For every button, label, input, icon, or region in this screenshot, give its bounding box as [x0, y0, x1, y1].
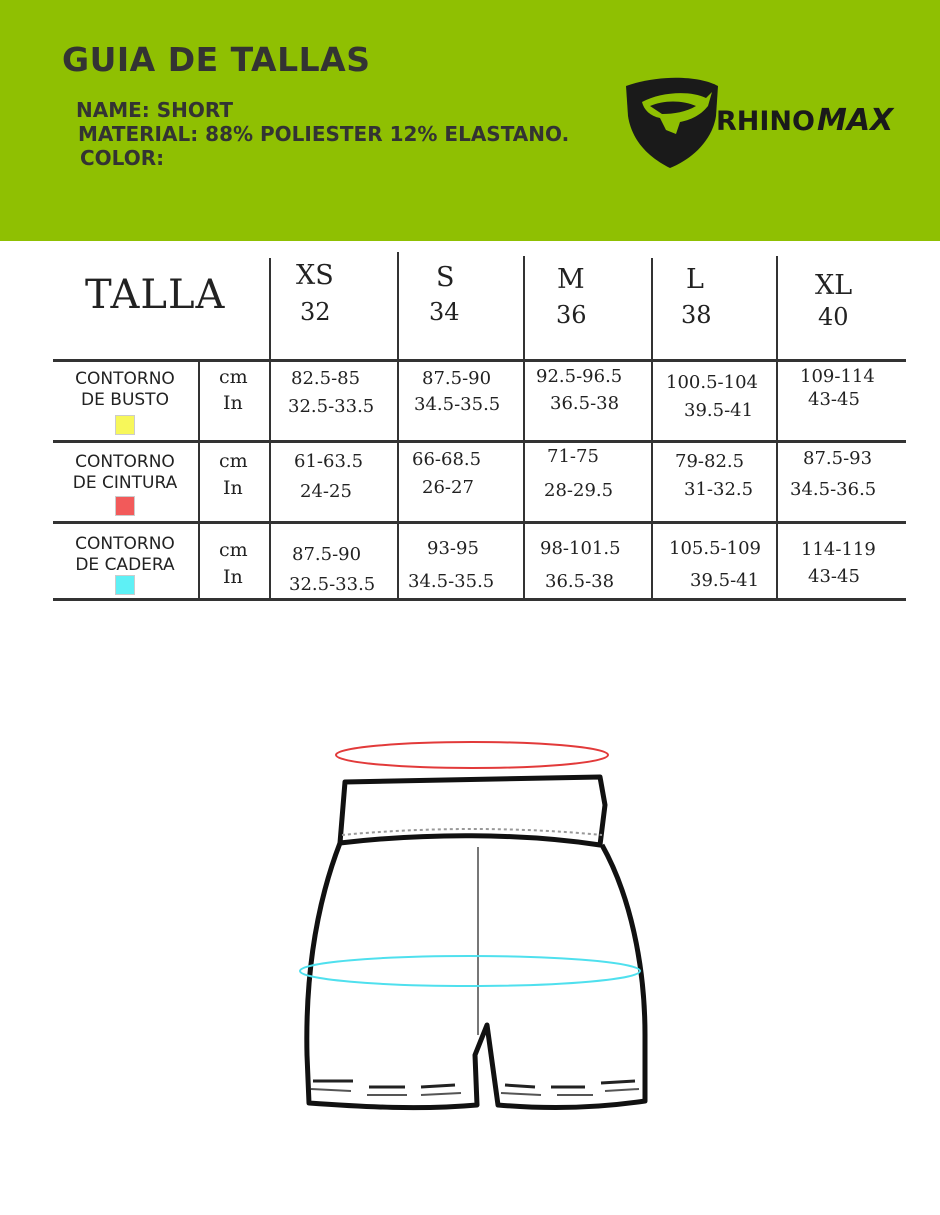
size-code-m: M	[557, 264, 585, 295]
row-label-busto: CONTORNO DE BUSTO	[75, 369, 175, 410]
table-rule	[53, 440, 906, 443]
cadera-cm-xs: 87.5-90	[292, 544, 362, 565]
size-num-s: 34	[429, 298, 460, 326]
rhinomax-logo	[620, 72, 910, 172]
cintura-cm-xs: 61-63.5	[294, 451, 364, 472]
cintura-in-xl: 34.5-36.5	[790, 479, 877, 500]
cadera-color-swatch	[115, 575, 135, 595]
unit-in: In	[223, 392, 243, 414]
material-line: MATERIAL: 88% POLIESTER 12% ELASTANO.	[78, 122, 570, 146]
busto-cm-s: 87.5-90	[422, 368, 492, 389]
unit-cm: cm	[219, 450, 248, 472]
busto-in-xl: 43-45	[808, 389, 860, 410]
talla-header: TALLA	[85, 272, 226, 318]
cintura-in-xs: 24-25	[300, 481, 352, 502]
unit-in: In	[223, 477, 243, 499]
cintura-cm-xl: 87.5-93	[803, 448, 873, 469]
cadera-in-m: 36.5-38	[545, 571, 615, 592]
size-num-l: 38	[681, 301, 712, 329]
size-code-xs: XS	[296, 260, 334, 291]
size-num-xl: 40	[818, 303, 849, 331]
size-code-xl: XL	[815, 270, 853, 301]
cadera-cm-s: 93-95	[427, 538, 479, 559]
cadera-cm-l: 105.5-109	[669, 538, 761, 559]
table-divider	[198, 361, 200, 600]
table-divider	[397, 252, 399, 600]
cintura-in-l: 31-32.5	[684, 479, 754, 500]
cadera-in-xs: 32.5-33.5	[289, 574, 376, 595]
size-code-s: S	[436, 262, 455, 293]
cadera-in-xl: 43-45	[808, 566, 860, 587]
busto-in-l: 39.5-41	[684, 400, 754, 421]
name-line: NAME: SHORT	[76, 98, 234, 122]
busto-cm-l: 100.5-104	[666, 372, 758, 393]
unit-cm: cm	[219, 366, 248, 388]
page-title: GUIA DE TALLAS	[62, 40, 371, 79]
busto-cm-m: 92.5-96.5	[536, 366, 623, 387]
logo-text-max: MAX	[817, 103, 894, 138]
busto-in-s: 34.5-35.5	[414, 394, 501, 415]
cintura-cm-l: 79-82.5	[675, 451, 745, 472]
cintura-in-m: 28-29.5	[544, 480, 614, 501]
cadera-in-l: 39.5-41	[690, 570, 760, 591]
logo-text-rhino: RHINO	[716, 106, 815, 137]
row-label-cintura: CONTORNO DE CINTURA	[72, 452, 178, 493]
table-rule	[53, 598, 906, 601]
cintura-cm-s: 66-68.5	[412, 449, 482, 470]
table-divider	[523, 256, 525, 600]
busto-in-m: 36.5-38	[550, 393, 620, 414]
unit-cm: cm	[219, 539, 248, 561]
cadera-in-s: 34.5-35.5	[408, 571, 495, 592]
table-divider	[651, 258, 653, 600]
cadera-cm-m: 98-101.5	[540, 538, 621, 559]
size-num-m: 36	[556, 301, 587, 329]
table-divider	[269, 258, 271, 600]
busto-color-swatch	[115, 415, 135, 435]
table-rule	[53, 521, 906, 524]
shorts-diagram-icon	[295, 735, 655, 1155]
header-banner	[0, 0, 940, 241]
busto-cm-xl: 109-114	[800, 366, 875, 387]
busto-in-xs: 32.5-33.5	[288, 396, 375, 417]
cadera-cm-xl: 114-119	[801, 539, 876, 560]
table-divider	[776, 256, 778, 600]
cintura-color-swatch	[115, 496, 135, 516]
table-rule	[53, 359, 906, 362]
cintura-in-s: 26-27	[422, 477, 474, 498]
unit-in: In	[223, 566, 243, 588]
row-label-cadera: CONTORNO DE CADERA	[75, 534, 175, 575]
busto-cm-xs: 82.5-85	[291, 368, 361, 389]
cintura-cm-m: 71-75	[547, 446, 599, 467]
size-num-xs: 32	[300, 298, 331, 326]
color-line: COLOR:	[80, 146, 165, 170]
size-code-l: L	[686, 264, 704, 295]
